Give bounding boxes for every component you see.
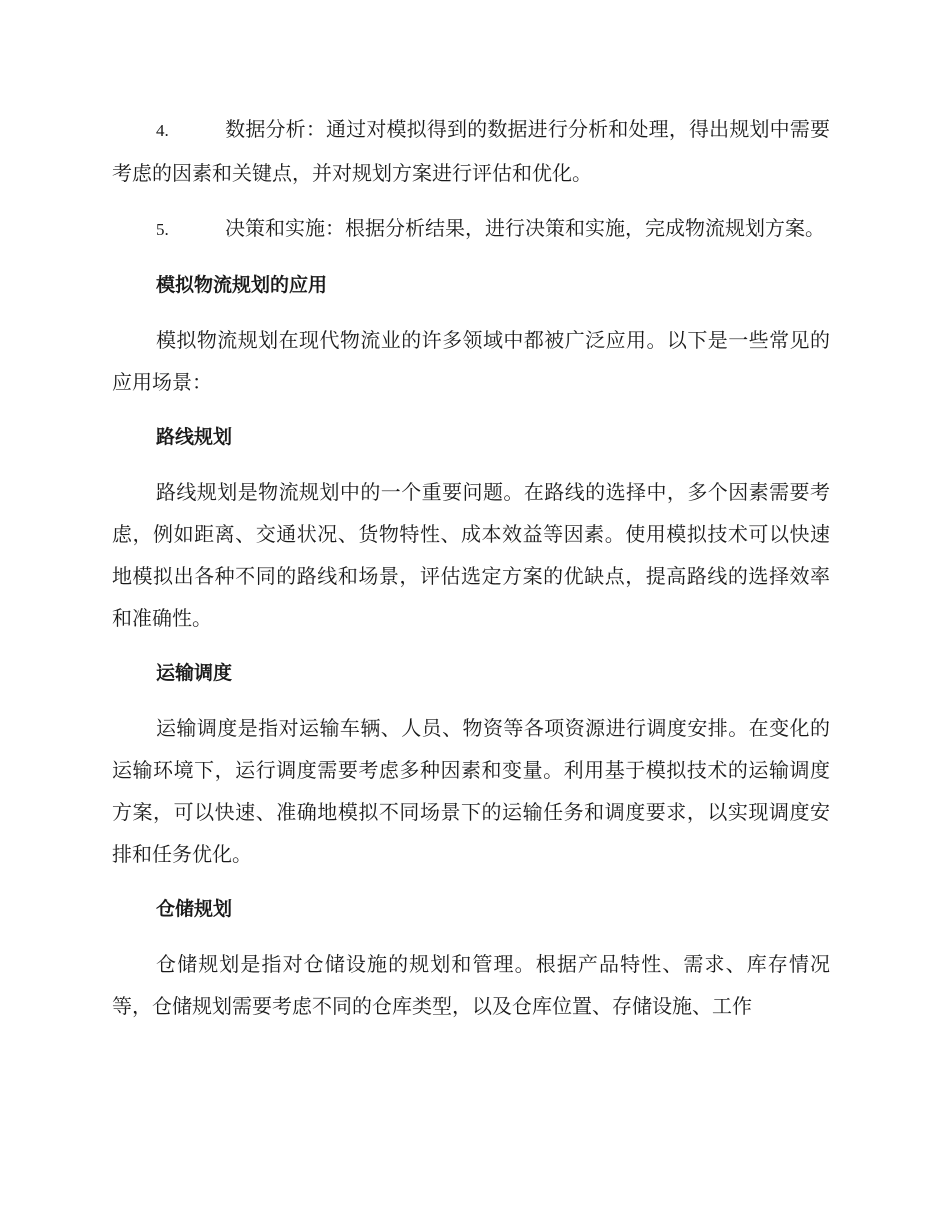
route-planning-paragraph: 路线规划是物流规划中的一个重要问题。在路线的选择中，多个因素需要考虑，例如距离、交通状况、货物特性、成本效益等因素。使用模拟技术可以快速地模拟出各种不同的路线和场景，评估选定方案的优缺点，提高路线的选择效率和准确性。 xyxy=(112,480,830,630)
section-heading: 模拟物流规划的应用 xyxy=(156,274,328,296)
transport-dispatch-heading: 运输调度 xyxy=(156,662,233,684)
route-planning-heading: 路线规划 xyxy=(156,426,233,448)
list-number: 4. xyxy=(156,121,169,140)
list-item-text: 数据分析：通过对模拟得到的数据进行分析和处理，得出规划中需要考虑的因素和关键点，并对规划方案进行评估和优化。 xyxy=(112,117,830,185)
list-item-text: 决策和实施：根据分析结果，进行决策和实施，完成物流规划方案。 xyxy=(225,216,825,240)
list-item-5 xyxy=(112,207,830,251)
document-page xyxy=(112,108,830,1040)
warehouse-planning-heading: 仓储规划 xyxy=(156,898,233,920)
transport-dispatch-paragraph: 运输调度是指对运输车辆、人员、物资等各项资源进行调度安排。在变化的运输环境下，运行调度需要考虑多种因素和变量。利用基于模拟技术的运输调度方案，可以快速、准确地模拟不同场景下的运输任务和调度要求，以实现调度安排和任务优化。 xyxy=(112,716,830,866)
list-item-4 xyxy=(112,108,830,194)
list-number: 5. xyxy=(156,220,169,239)
section-intro-paragraph: 模拟物流规划在现代物流业的许多领域中都被广泛应用。以下是一些常见的应用场景： xyxy=(112,328,830,394)
warehouse-planning-paragraph: 仓储规划是指对仓储设施的规划和管理。根据产品特性、需求、库存情况等，仓储规划需要考虑不同的仓库类型，以及仓库位置、存储设施、工作 xyxy=(112,952,830,1018)
